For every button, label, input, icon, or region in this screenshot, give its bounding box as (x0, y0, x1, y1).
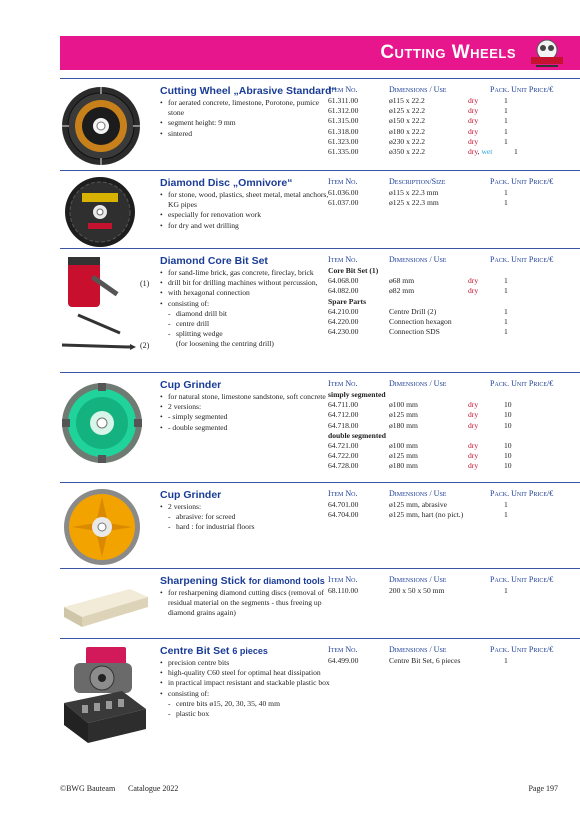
feature-item: • 2 versions: (160, 502, 332, 512)
header-pack-price: Pack. Unit Price/€ (490, 645, 554, 654)
header-description: Description/Size (389, 177, 446, 186)
product-cup-grinder-screed (60, 482, 580, 569)
feature-item: • for sand-lime brick, gas concrete, fireclay, brick (160, 268, 332, 278)
feature-list (160, 502, 332, 533)
header-item-no: Item No. (328, 645, 358, 654)
table-row: 64.210.00 Centre Drill (2) 1 (328, 306, 508, 316)
product-core-bit-set (60, 248, 580, 373)
table-row: 61.311.00 ø115 x 22.2 dry 1 (328, 96, 508, 105)
header-banner (60, 36, 580, 70)
header-item-no: Item No. (328, 489, 358, 498)
header-dimensions: Dimensions / Use (389, 489, 447, 498)
header-pack-price: Pack. Unit Price/€ (490, 575, 554, 584)
table-group: simply segmented (328, 390, 386, 399)
product-table (328, 379, 576, 472)
feature-subitem: - centre bits ø15, 20, 30, 35, 40 mm (160, 699, 332, 709)
product-title: Centre Bit Set 6 pieces (160, 645, 268, 657)
table-header (328, 489, 576, 500)
centre-bit-set-image (60, 643, 150, 747)
table-row: 64.082.00 ø82 mm dry 1 (328, 286, 508, 296)
feature-item: • segment height: 9 mm (160, 118, 332, 128)
feature-item: • for natural stone, limestone sandstone, soft concrete (160, 392, 332, 402)
product-title: Diamond Core Bit Set (160, 255, 268, 267)
diamond-disc-image (60, 175, 140, 249)
product-table (328, 489, 576, 520)
feature-item: • with hexagonal connection (160, 288, 332, 298)
table-row: 61.036.00 ø115 x 22.3 mm 1 (328, 188, 508, 197)
feature-list (160, 190, 332, 231)
product-table (328, 255, 576, 337)
feature-item: • for stone, wood, plastics, sheet metal, metal anchors, KG pipes (160, 190, 332, 210)
feature-item: • sintered (160, 129, 332, 139)
table-row: 61.312.00 ø125 x 22.2 dry 1 (328, 106, 508, 116)
feature-item: • - simply segmented (160, 412, 332, 422)
table-header (328, 255, 576, 266)
table-row: 61.318.00 ø180 x 22.2 dry 1 (328, 126, 508, 136)
table-row: 64.718.00 ø180 mm dry 10 (328, 420, 512, 430)
cutting-wheel-image (60, 85, 142, 167)
table-row: 64.499.00 Centre Bit Set, 6 pieces 1 (328, 656, 508, 665)
product-cup-grinder-segmented (60, 372, 580, 483)
table-header (328, 645, 576, 656)
header-item-no: Item No. (328, 255, 358, 264)
table-row: 64.704.00 ø125 mm, hart (no pict.) 1 (328, 510, 508, 520)
feature-item: • high-quality C60 steel for optimal heat dissipation (160, 668, 332, 678)
footer-page-number: Page 197 (528, 784, 558, 793)
feature-item: • drill bit for drilling machines without percussion, (160, 278, 332, 288)
feature-subitem: - diamond drill bit (160, 309, 332, 319)
table-row: 61.037.00 ø125 x 22.3 mm 1 (328, 198, 508, 208)
header-dimensions: Dimensions / Use (389, 85, 447, 94)
table-row: 64.711.00 ø100 mm dry 10 (328, 400, 512, 410)
feature-subitem: - centre drill (160, 319, 332, 329)
feature-list (160, 98, 332, 139)
table-row: 64.701.00 ø125 mm, abrasive 1 (328, 500, 508, 509)
callout-label: (1) (140, 279, 150, 288)
product-title: Cup Grinder (160, 379, 222, 391)
brand-logo (528, 38, 566, 68)
table-row: 64.220.00 Connection hexagon 1 (328, 316, 508, 326)
header-dimensions: Dimensions / Use (389, 255, 447, 264)
header-item-no: Item No. (328, 85, 358, 94)
table-row: 64.230.00 Connection SDS 1 (328, 327, 508, 337)
header-pack-price: Pack. Unit Price/€ (490, 177, 554, 186)
table-row: 61.315.00 ø150 x 22.2 dry 1 (328, 116, 508, 126)
feature-item: • for dry and wet drilling (160, 221, 332, 231)
header-dimensions: Dimensions / Use (389, 645, 447, 654)
sharpening-stick-image (60, 579, 152, 629)
header-pack-price: Pack. Unit Price/€ (490, 379, 554, 388)
feature-item: • for aerated concrete, limestone, Porotone, pumice stone (160, 98, 332, 118)
feature-item: • consisting of: (160, 689, 332, 699)
feature-subitem: - hard : for industrial floors (160, 522, 332, 532)
footer-copyright: ©BWG Bauteam (60, 784, 116, 793)
table-row: 64.721.00 ø100 mm dry 10 (328, 440, 512, 450)
feature-list (160, 392, 332, 433)
feature-item: • - double segmented (160, 423, 332, 433)
product-title: Sharpening Stick for diamond tools (160, 575, 325, 587)
product-title: Cutting Wheel „Abrasive Standard“ (160, 85, 337, 97)
page-title: Cutting Wheels (380, 42, 516, 63)
product-table (328, 645, 576, 666)
product-centre-bit-set (60, 638, 580, 749)
table-row: 61.323.00 ø230 x 22.2 dry 1 (328, 136, 508, 146)
feature-item: • for resharpening diamond cutting discs (removal of residual material on the segments - thus freeing up diamond grains again) (160, 588, 332, 619)
table-group: Spare Parts (328, 296, 367, 306)
header-dimensions: Dimensions / Use (389, 575, 447, 584)
table-group: double segmented (328, 430, 387, 440)
callout-label: (2) (140, 341, 150, 350)
header-item-no: Item No. (328, 379, 358, 388)
product-table (328, 575, 576, 596)
header-pack-price: Pack. Unit Price/€ (490, 255, 554, 264)
table-row: 64.712.00 ø125 mm dry 10 (328, 410, 512, 420)
feature-subitem: - plastic box (160, 709, 332, 719)
table-header (328, 85, 576, 96)
feature-subitem: - splitting wedge (160, 329, 332, 339)
table-group: Core Bit Set (1) (328, 266, 379, 275)
feature-subitem: (for loosening the centring drill) (176, 339, 274, 349)
table-row: 64.722.00 ø125 mm dry 10 (328, 451, 512, 461)
header-pack-price: Pack. Unit Price/€ (490, 85, 554, 94)
feature-item: • 2 versions: (160, 402, 332, 412)
feature-item: • consisting of: (160, 299, 332, 309)
product-table (328, 177, 576, 208)
header-dimensions: Dimensions / Use (389, 379, 447, 388)
product-title: Cup Grinder (160, 489, 222, 501)
table-row: 64.068.00 ø68 mm dry 1 (328, 276, 508, 286)
product-table (328, 85, 576, 157)
footer-catalogue: Catalogue 2022 (128, 784, 179, 793)
table-header (328, 575, 576, 586)
table-header (328, 379, 576, 390)
product-diamond-disc (60, 170, 580, 249)
cup-grinder-green-image (60, 381, 144, 465)
product-sharpening-stick (60, 568, 580, 639)
product-cutting-wheel (60, 78, 580, 171)
cup-grinder-orange-image (60, 487, 144, 567)
core-bit-image (60, 255, 136, 353)
table-row: 68.110.00 200 x 50 x 50 mm 1 (328, 586, 508, 595)
feature-list (160, 268, 332, 350)
feature-item: • in practical impact resistant and stackable plastic box (160, 678, 332, 688)
feature-item: • especially for renovation work (160, 210, 332, 220)
table-header (328, 177, 576, 188)
header-item-no: Item No. (328, 575, 358, 584)
feature-list (160, 658, 332, 719)
product-title: Diamond Disc „Omnivore“ (160, 177, 293, 189)
header-pack-price: Pack. Unit Price/€ (490, 489, 554, 498)
table-row: 61.335.00 ø350 x 22.2 dry, wet 1 (328, 146, 518, 156)
table-row: 64.728.00 ø180 mm dry 10 (328, 461, 512, 471)
feature-subitem: - abrasive: for screed (160, 512, 332, 522)
feature-list (160, 588, 332, 619)
feature-item: • precision centre bits (160, 658, 332, 668)
header-item-no: Item No. (328, 177, 358, 186)
